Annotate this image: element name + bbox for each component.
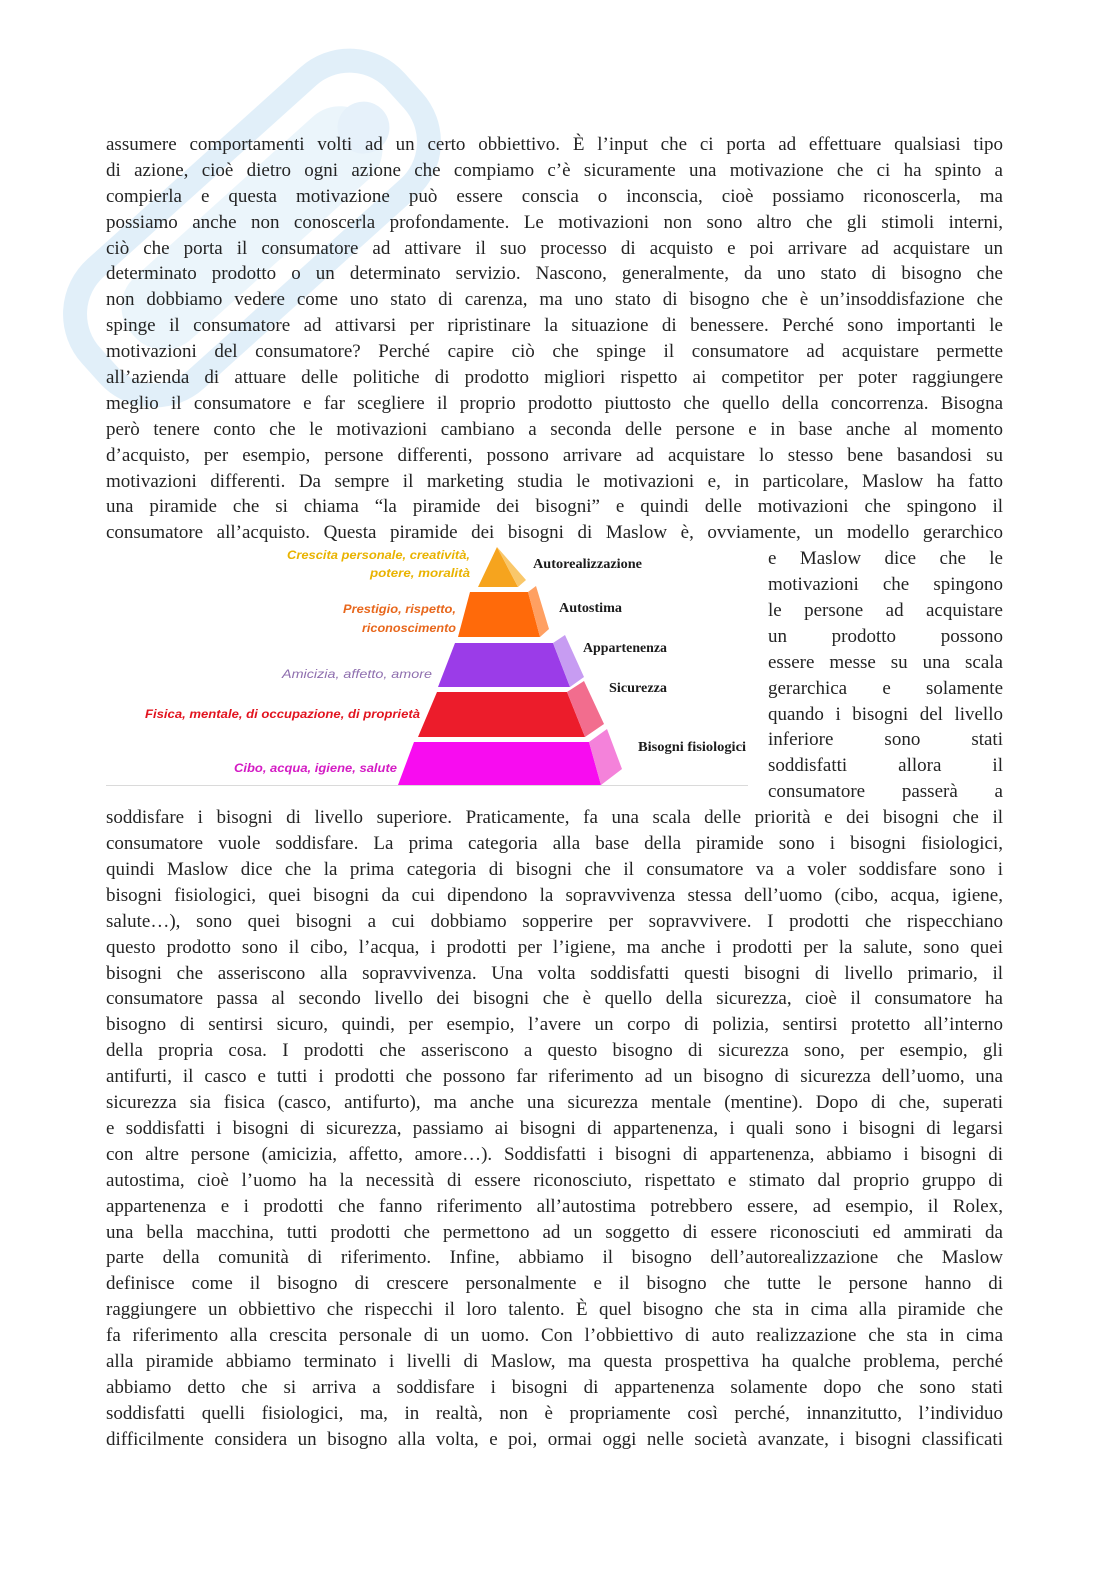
text-line: salute…), sono quei bisogni a cui dobbiamo sopperire per sopravvivere. I prodotti che rispecchiano	[106, 910, 1003, 932]
maslow-pyramid-figure	[106, 545, 748, 786]
example-label: Crescita personale, creatività,	[287, 548, 470, 562]
text-line: di azione, cioè dietro ogni azione che compiamo c’è sicuramente una motivazione che ci ha spinto a	[106, 159, 1003, 181]
wrap-text-line: le persone ad acquistare	[768, 600, 1003, 622]
layer-front-face	[458, 592, 540, 637]
text-line: soddisfare i bisogni di livello superiore. Praticamente, fa una scala delle priorità e dei bisogni che il	[106, 807, 1003, 829]
text-line: quindi Maslow dice che la prima categoria di bisogni che il consumatore va a voler soddisfare sono i	[106, 859, 1003, 881]
text-line: definisce come il bisogno di crescere personalmente e il bisogno che tutte le persone hanno di	[106, 1273, 1003, 1295]
text-line: motivazioni differenti. Da sempre il marketing studia le motivazioni e, in particolare, Maslow ha fatto	[106, 470, 1003, 492]
wrap-text-line: un prodotto possono	[768, 625, 1003, 647]
layer-front-face	[398, 742, 601, 785]
text-line: appartenenza e i prodotti che fanno riferimento all’autostima potrebbero essere, ad esempio, il Rolex,	[106, 1195, 1003, 1217]
text-line: assumere comportamenti volti ad un certo obbiettivo. È l’input che ci porta ad effettuare qualsiasi tipo	[106, 134, 1003, 155]
level-label-bisogni-fisiologici: Bisogni fisiologici	[638, 740, 747, 755]
text-line: spinge il consumatore ad attivarsi per ripristinare la situazione di benessere. Perché sono importanti le	[106, 315, 1003, 337]
example-label: Prestigio, rispetto,	[343, 602, 456, 616]
text-line: non dobbiamo vedere come uno stato di carenza, ma uno stato di bisogno che è un’insoddisfazione che	[106, 289, 1003, 311]
text-line: autostima, cioè l’uomo ha la necessità di essere riconosciuto, rispettato e stimato dal proprio gruppo di	[106, 1169, 1003, 1191]
example-label: Amicizia, affetto, amore	[280, 667, 433, 681]
wrap-text-line: motivazioni che spingono	[768, 574, 1003, 596]
text-line: consumatore passa al secondo livello dei bisogni che è quello della sicurezza, cioè il consumatore ha	[106, 988, 1003, 1010]
body-text	[106, 132, 1003, 1453]
text-line: della propria cosa. I prodotti che asseriscono a questo bisogno di sicurezza sono, per esempio, gli	[106, 1040, 1003, 1062]
wrap-text-line: essere messe su una scala	[768, 651, 1003, 673]
layer-front-face	[418, 692, 585, 737]
text-line: consumatore all’acquisto. Questa piramide dei bisogni di Maslow è, ovviamente, un modello gerarchico	[106, 522, 1003, 544]
text-line: soddisfatti quelli fisiologici, ma, in realtà, non è propriamente così perché, innanzitutto, l’individuo	[106, 1402, 1003, 1424]
text-line: abbiamo detto che si arriva a soddisfare i bisogni di appartenenza solamente dopo che sono stati	[106, 1376, 1003, 1398]
text-line: questo prodotto sono il cibo, l’acqua, i prodotti per l’igiene, ma anche i prodotti per la salute, sono quei	[106, 936, 1003, 958]
example-label: Fisica, mentale, di occupazione, di proprietà	[145, 707, 421, 721]
text-line: parte della comunità di riferimento. Infine, abbiamo il bisogno dell’autorealizzazione che Maslow	[106, 1247, 1003, 1269]
text-line: difficilmente considera un bisogno alla volta, e poi, ormai oggi nelle società avanzate, i bisogni classificati	[106, 1428, 1003, 1450]
text-line: meglio il consumatore e far scegliere il proprio prodotto piuttosto che quello della concorrenza. Bisogna	[106, 392, 1003, 414]
wrap-text-line: consumatore passerà a	[768, 781, 1003, 803]
wrap-text-line: quando i bisogni del livello	[768, 703, 1003, 725]
wrap-text-line: gerarchica e solamente	[768, 677, 1003, 699]
text-line: sicurezza sia fisica (casco, antifurto), ma anche una sicurezza mentale (mentine). Dopo di che, superati	[106, 1092, 1003, 1114]
text-line: bisogni fisiologici, quei bisogni da cui dipendono la sopravvivenza stessa dell’uomo (cibo, acqua, igiene,	[106, 884, 1003, 906]
example-label: potere, moralità	[368, 566, 471, 580]
level-label-sicurezza: Sicurezza	[609, 681, 667, 696]
text-line: alla piramide abbiamo terminato i livelli di Maslow, ma questa prospettiva ha qualche problema, perché	[106, 1350, 1003, 1372]
level-label-autostima: Autostima	[559, 601, 622, 616]
text-line: compierla e questa motivazione può essere conscia o inconscia, cioè possiamo riconoscerla, ma	[106, 185, 1003, 207]
text-line: una bella macchina, tutti prodotti che permettono ad un soggetto di essere riconosciuti ed ammirati da	[106, 1221, 1003, 1243]
level-label-autorealizzazione: Autorealizzazione	[533, 557, 642, 572]
text-line: bisogni che asseriscono alla sopravvivenza. Una volta soddisfatti questi bisogni di livello primario, il	[106, 962, 1003, 984]
text-line: raggiungere un obbiettivo che rispecchi il loro talento. È quel bisogno che sta in cima alla piramide che	[106, 1299, 1003, 1321]
layer-front-face	[438, 643, 570, 687]
text-line: e soddisfatti i bisogni di sicurezza, passiamo ai bisogni di appartenenza, i quali sono i bisogni di legarsi	[106, 1117, 1003, 1139]
text-line: consumatore vuole soddisfare. La prima categoria alla base della piramide sono i bisogni fisiologici,	[106, 833, 1003, 855]
wrap-text-column	[768, 546, 1003, 805]
text-line: fa riferimento alla crescita personale di un uomo. Con l’obbiettivo di auto realizzazione che sta in cima	[106, 1325, 1003, 1347]
text-line: d’acquisto, per esempio, persone differenti, possono arrivare ad acquistare lo stesso bene basandosi su	[106, 444, 1003, 466]
text-line: determinato prodotto o un determinato servizio. Nascono, generalmente, da uno stato di bisogno che	[106, 263, 1003, 285]
example-label: Cibo, acqua, igiene, salute	[234, 761, 398, 775]
text-line: all’azienda di attuare delle politiche di prodotto migliori rispetto ai competitor per poter raggiungere	[106, 367, 1003, 389]
text-line: bisogno di sentirsi sicuro, quindi, per esempio, l’avere un corpo di polizia, sentirsi protetto all’interno	[106, 1014, 1003, 1036]
text-line: con altre persone (amicizia, affetto, amore…). Soddisfatti i bisogni di appartenenza, abbiamo i bisogni di	[106, 1143, 1003, 1165]
text-line: però tenere conto che le motivazioni cambiano a seconda delle persone e in base anche al momento	[106, 418, 1003, 440]
wrap-text-line: e Maslow dice che le	[768, 548, 1003, 570]
text-line: una piramide che si chiama “la piramide dei bisogni” e quindi delle motivazioni che spingono il	[106, 496, 1003, 518]
text-line: possiamo anche non conoscerla profondamente. Le motivazioni non sono altro che gli stimoli interni,	[106, 211, 1003, 233]
level-label-appartenenza: Appartenenza	[583, 641, 667, 656]
wrap-text-line: inferiore sono stati	[768, 729, 1003, 751]
pyramid-layer-autostima	[458, 586, 549, 637]
text-line: motivazioni del consumatore? Perché capire ciò che spinge il consumatore ad acquistare permette	[106, 341, 1003, 363]
wrap-text-line: soddisfatti allora il	[768, 755, 1003, 777]
text-line: ciò che porta il consumatore ad attivare il suo processo di acquisto e poi arrivare ad acquistare un	[106, 237, 1003, 259]
text-line: antifurti, il casco e tutti i prodotti che possono far riferimento ad un bisogno di sicurezza dell’uomo, una	[106, 1066, 1003, 1088]
example-label: riconoscimento	[362, 621, 456, 635]
